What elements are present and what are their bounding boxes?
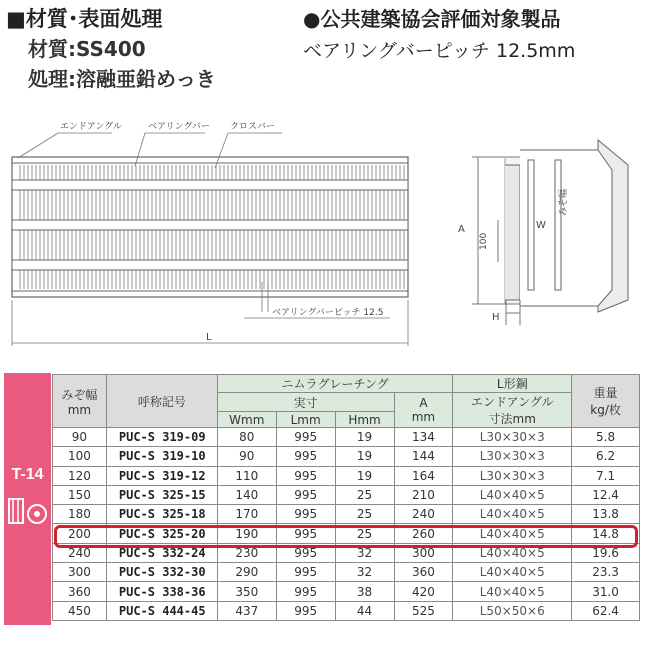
weight-header: 重量 kg/枚 [572, 375, 640, 428]
material-line: 材質:SS400 [28, 37, 146, 61]
name-cell: PUC-S 325-18 [106, 505, 217, 524]
a-cell: 240 [394, 505, 453, 524]
h-cell: 25 [335, 505, 394, 524]
groove-cell: 180 [53, 505, 107, 524]
weight-cell: 62.4 [572, 601, 640, 620]
process-line: 処理:溶融亜鉛めっき [28, 67, 216, 91]
name-cell: PUC-S 444-45 [106, 601, 217, 620]
a-cell: 300 [394, 543, 453, 562]
angle-cell: L40×40×5 [453, 505, 572, 524]
a-cell: 144 [394, 447, 453, 466]
w-cell: 140 [217, 485, 276, 504]
groove-cell: 240 [53, 543, 107, 562]
dimension-a-label: A [458, 224, 465, 235]
name-cell: PUC-S 319-09 [106, 428, 217, 447]
l-steel-header: L形鋼 [453, 375, 572, 393]
l-cell: 995 [276, 563, 335, 582]
pitch-label: ベアリングバーピッチ 12.5mm [303, 40, 576, 62]
groove-width-label: みぞ幅 [559, 188, 569, 216]
weight-cell: 7.1 [572, 466, 640, 485]
l-cell: 995 [276, 428, 335, 447]
groove-cell: 100 [53, 447, 107, 466]
w-cell: 110 [217, 466, 276, 485]
table-row [53, 563, 640, 582]
a-cell: 210 [394, 485, 453, 504]
l-cell: 995 [276, 466, 335, 485]
groove-cell: 150 [53, 485, 107, 504]
grating-header: ニムラグレーチング [217, 375, 453, 393]
groove-cell: 120 [53, 466, 107, 485]
weight-cell: 12.4 [572, 485, 640, 504]
w-cell: 170 [217, 505, 276, 524]
highlighted-row-outline [54, 525, 638, 548]
w-cell: 437 [217, 601, 276, 620]
groove-cell: 450 [53, 601, 107, 620]
material-title: ■材質･表面処理 [6, 7, 163, 31]
l-cell: 995 [276, 524, 335, 543]
table-row [53, 505, 640, 524]
w-cell: 190 [217, 524, 276, 543]
name-cell: PUC-S 325-20 [106, 524, 217, 543]
cross-section-view [472, 140, 628, 325]
grating-top-view [12, 157, 408, 297]
a-cell: 134 [394, 428, 453, 447]
h-cell: 19 [335, 428, 394, 447]
angle-cell: L40×40×5 [453, 524, 572, 543]
weight-cell: 31.0 [572, 582, 640, 601]
a-cell: 260 [394, 524, 453, 543]
h-cell: 19 [335, 447, 394, 466]
h-cell: 32 [335, 543, 394, 562]
dimension-h-label: H [492, 312, 500, 323]
bearing-bar-label: ベアリングバー [148, 122, 210, 132]
cross-bar-label: クロスバー [230, 122, 276, 132]
angle-cell: L30×30×3 [453, 447, 572, 466]
end-angle-label: エンドアングル [60, 122, 122, 132]
table-row [53, 466, 640, 485]
h-cell: 25 [335, 485, 394, 504]
dimension-w-label: W [536, 220, 546, 231]
l-cell: 995 [276, 447, 335, 466]
name-cell: PUC-S 338-36 [106, 582, 217, 601]
l-cell: 995 [276, 601, 335, 620]
l-header: Lmm [276, 412, 335, 428]
angle-cell: L40×40×5 [453, 485, 572, 504]
angle-cell: L50×50×6 [453, 601, 572, 620]
h-header: Hmm [335, 412, 394, 428]
angle-cell: L30×30×3 [453, 466, 572, 485]
w-cell: 90 [217, 447, 276, 466]
weight-cell: 6.2 [572, 447, 640, 466]
h-cell: 19 [335, 466, 394, 485]
groove-cell: 200 [53, 524, 107, 543]
l-cell: 995 [276, 543, 335, 562]
table-row [53, 428, 640, 447]
name-cell: PUC-S 319-12 [106, 466, 217, 485]
name-cell: PUC-S 332-24 [106, 543, 217, 562]
table-row [53, 485, 640, 504]
groove-width-header: みぞ幅 mm [53, 375, 107, 428]
weight-cell: 5.8 [572, 428, 640, 447]
end-angle-header: エンドアングル 寸法mm [453, 393, 572, 428]
table-row [53, 447, 640, 466]
h-cell: 38 [335, 582, 394, 601]
h-cell: 44 [335, 601, 394, 620]
dimension-header: 実寸 [217, 393, 394, 412]
weight-cell: 19.6 [572, 543, 640, 562]
certified-label: ●公共建築協会評価対象製品 [303, 7, 561, 31]
groove-cell: 90 [53, 428, 107, 447]
category-tab [4, 373, 51, 625]
weight-cell: 13.8 [572, 505, 640, 524]
pitch-dimension-label: ベアリングバーピッチ 12.5 [272, 308, 384, 318]
name-cell: PUC-S 332-30 [106, 563, 217, 582]
groove-cell: 300 [53, 563, 107, 582]
l-cell: 995 [276, 485, 335, 504]
grating-vehicle-icon [8, 497, 48, 527]
a-cell: 360 [394, 563, 453, 582]
h-cell: 25 [335, 524, 394, 543]
angle-cell: L40×40×5 [453, 582, 572, 601]
table-row [53, 582, 640, 601]
l-cell: 995 [276, 505, 335, 524]
a-cell: 420 [394, 582, 453, 601]
name-header: 呼称記号 [106, 375, 217, 428]
length-label: L [206, 332, 212, 343]
a-cell: 525 [394, 601, 453, 620]
groove-cell: 360 [53, 582, 107, 601]
w-cell: 230 [217, 543, 276, 562]
h-cell: 32 [335, 563, 394, 582]
w-cell: 290 [217, 563, 276, 582]
angle-cell: L40×40×5 [453, 563, 572, 582]
w-cell: 350 [217, 582, 276, 601]
category-code: T-14 [11, 466, 44, 483]
a-cell: 164 [394, 466, 453, 485]
l-cell: 995 [276, 582, 335, 601]
name-cell: PUC-S 325-15 [106, 485, 217, 504]
name-cell: PUC-S 319-10 [106, 447, 217, 466]
hundred-label: 100 [479, 232, 489, 250]
angle-cell: L40×40×5 [453, 543, 572, 562]
weight-cell: 23.3 [572, 563, 640, 582]
angle-cell: L30×30×3 [453, 428, 572, 447]
weight-cell: 14.8 [572, 524, 640, 543]
w-header: Wmm [217, 412, 276, 428]
spec-table [52, 374, 640, 621]
w-cell: 80 [217, 428, 276, 447]
table-row [53, 601, 640, 620]
a-header: A mm [394, 393, 453, 428]
